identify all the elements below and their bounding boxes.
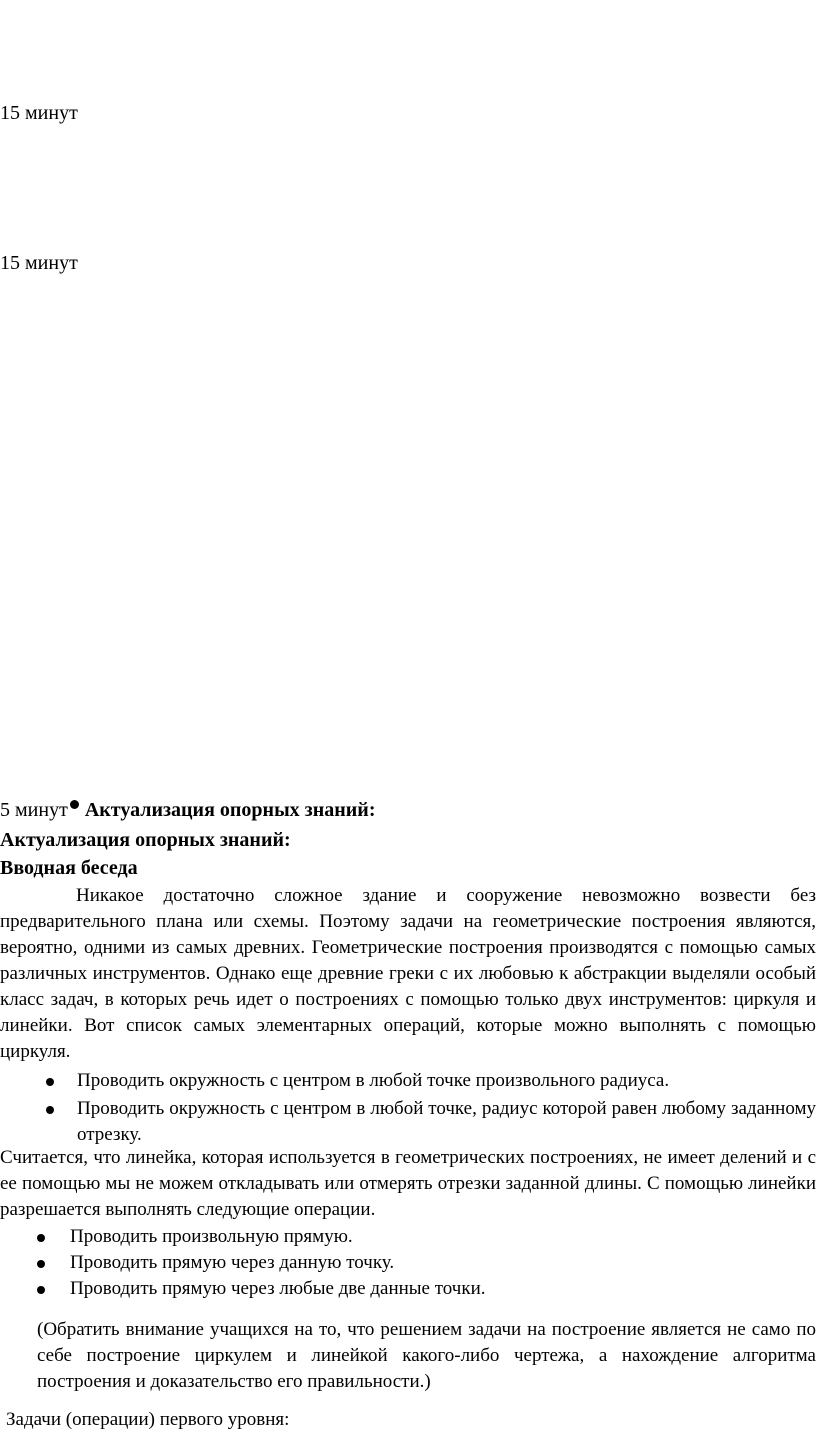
timing-label-1: 15 минут [0,102,78,124]
timing-label-2: 15 минут [0,252,78,274]
tasks-label: Задачи (операции) первого уровня: [6,1409,290,1430]
list-item: Проводить окружность с центром в любой точке произвольного радиуса. [77,1068,816,1094]
bullet-dot-icon [37,1260,45,1268]
teacher-note: (Обратить внимание учащихся на то, что решением задачи на построение является не само по себе построение циркулем и линейкой какого-либо чертежа, а нахождение алгоритма построения и доказательство его правильности.) [37,1319,816,1392]
heading-actualization: Актуализация опорных знаний: [0,829,291,851]
list-item: Проводить прямую через данную точку. [70,1250,816,1276]
bullet-dot-icon [46,1078,54,1086]
compass-operations-list [77,1068,816,1148]
list-item: Проводить произвольную прямую. [70,1224,816,1250]
ruler-paragraph: Считается, что линейка, которая используется в геометрических построениях, не имеет делений и с ее помощью мы не можем откладывать или отмерять отрезки заданной длины. С помощью линейки разрешается выполнять следующие операции. [0,1147,816,1220]
bullet-dot-icon [37,1286,45,1294]
list-item: Проводить окружность с центром в любой точке, радиус которой равен любому заданному отрезку. [77,1096,816,1148]
inline-heading: Актуализация опорных знаний: [84,799,376,821]
bullet-dot-icon [37,1234,45,1242]
timing-label-3: 5 минут [0,799,68,821]
section-header-line [0,797,375,823]
heading-intro-talk: Вводная беседа [0,857,138,879]
ruler-operations-list [70,1224,816,1302]
bullet-dot-icon [70,800,79,809]
bullet-dot-icon [46,1106,54,1114]
list-item: Проводить прямую через любые две данные точки. [70,1276,816,1302]
intro-paragraph: Никакое достаточно сложное здание и сооружение невозможно возвести без предварительного плана или схемы. Поэтому задачи на геометрические построения являются, вероятно, одними из самых древних. Геометрические построения производятся с помощью самых различных инструментов. Однако еще древние греки с их любовью к абстракции выделяли особый класс задач, в которых речь идет о построениях с помощью только двух инструментов: циркуля и линейки. Вот список самых элементарных операций, которые можно выполнять с помощью циркуля. [0,885,816,1062]
